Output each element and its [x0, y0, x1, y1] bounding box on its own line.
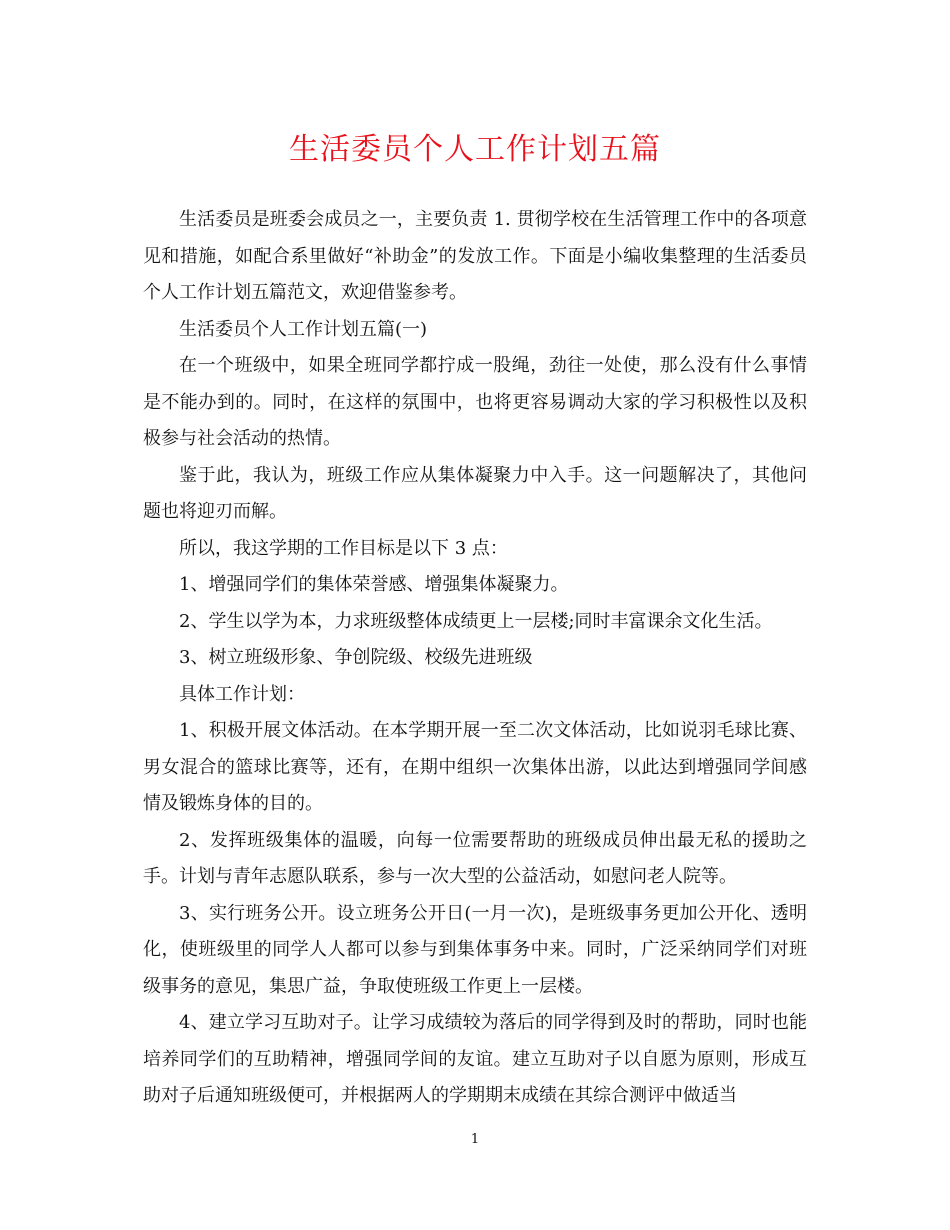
paragraph-section-heading: 生活委员个人工作计划五篇(一)	[179, 318, 428, 340]
goal-item: 1、增强同学们的集体荣誉感、增强集体凝聚力。	[179, 574, 569, 595]
paragraph: 鉴于此，我认为，班级工作应从集体凝聚力中入手。这一问题解决了，其他问题也将迎刃而解。	[143, 464, 807, 522]
plan-item: 4、建立学习互助对子。让学习成绩较为落后的同学得到及时的帮助，同时也能培养同学们的互助精神，增强同学间的友谊。建立互助对子以自愿为原则，形成互助对子后通知班级便可，并根据两人的学期期末成绩在其综合测评中做适当	[143, 1012, 807, 1106]
paragraph: 所以，我这学期的工作目标是以下 3 点：	[179, 537, 508, 559]
paragraph-intro: 生活委员是班委会成员之一，主要负责 1. 贯彻学校在生活管理工作中的各项意见和措施，如配合系里做好“补助金”的发放工作。下面是小编收集整理的生活委员个人工作计划五篇范文，欢迎借鉴参考。	[143, 209, 807, 303]
goal-item: 2、学生以学为本，力求班级整体成绩更上一层楼;同时丰富课余文化生活。	[179, 610, 773, 632]
plan-item: 3、实行班务公开。设立班务公开日(一月一次)，是班级事务更加公开化、透明化，使班级里的同学人人都可以参与到集体事务中来。同时，广泛采纳同学们对班级事务的意见，集思广益，争取使班级工作更上一层楼。	[143, 902, 807, 997]
plan-item: 1、积极开展文体活动。在本学期开展一至二次文体活动，比如说羽毛球比赛、男女混合的篮球比赛等，还有，在期中组织一次集体出游，以此达到增强同学间感情及锻炼身体的目的。	[143, 720, 807, 814]
plan-heading: 具体工作计划：	[179, 683, 305, 705]
document-title: 生活委员个人工作计划五篇	[289, 132, 661, 167]
paragraph: 在一个班级中，如果全班同学都拧成一股绳，劲往一处使，那么没有什么事情是不能办到的。同时，在这样的氛围中，也将更容易调动大家的学习积极性以及积极参与社会活动的热情。	[143, 355, 807, 449]
plan-item: 2、发挥班级集体的温暖，向每一位需要帮助的班级成员伸出最无私的援助之手。计划与青年志愿队联系，参与一次大型的公益活动，如慰问老人院等。	[143, 829, 807, 887]
goal-item: 3、树立班级形象、争创院级、校级先进班级	[179, 647, 533, 668]
document-body	[143, 202, 807, 1115]
page-number: 1	[470, 1132, 480, 1147]
